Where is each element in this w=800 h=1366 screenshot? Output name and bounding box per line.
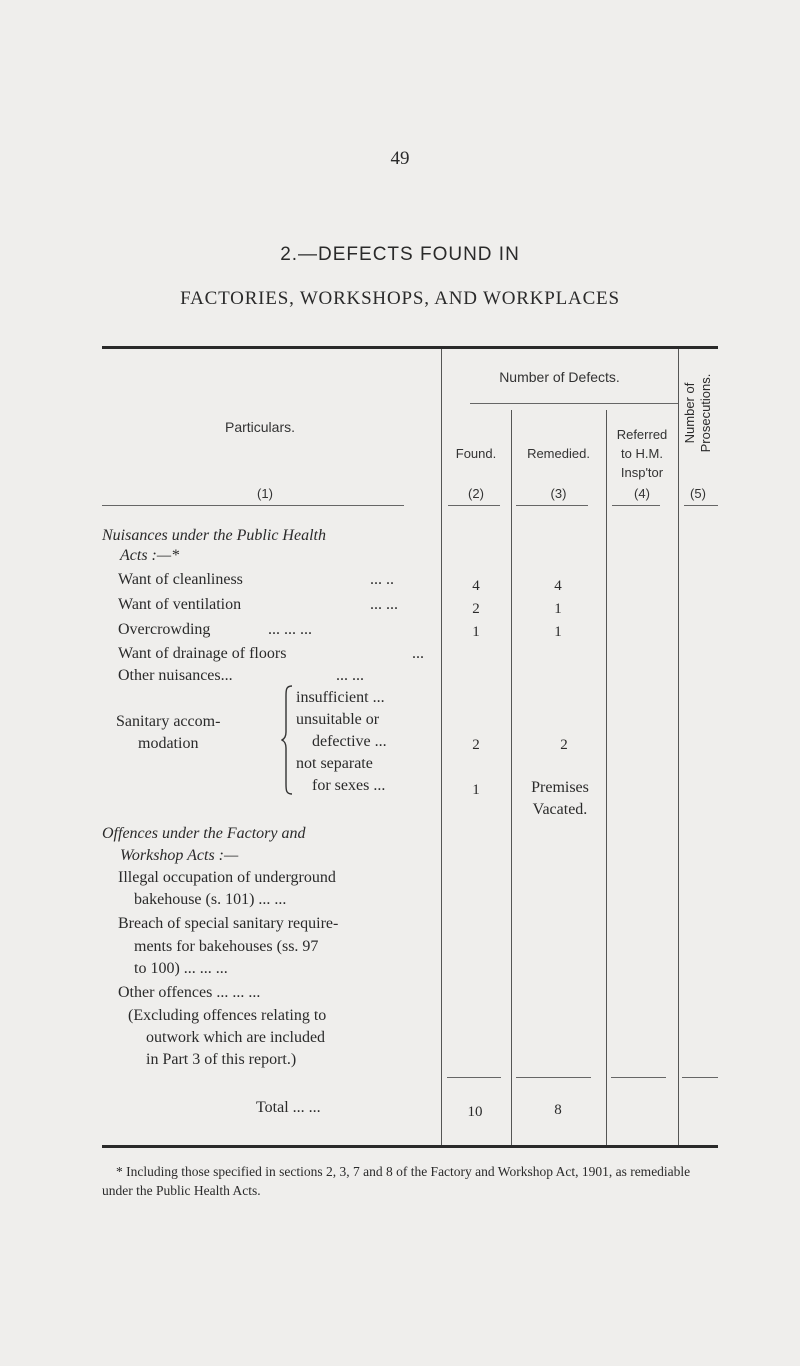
section-subtitle: FACTORIES, WORKSHOPS, AND WORKPLACES [180,288,620,309]
row-other-nuisances-label: Other nuisances... [118,667,233,684]
column-divider [511,410,512,1145]
header-remedied: Remedied. [527,446,590,461]
row-leader-dots: ... ... [370,596,398,613]
sanitary-unsuitable-remedied: 2 [560,737,568,753]
row-ventilation-label: Want of ventilation [118,596,242,613]
sanitary-label-cont: modation [138,735,199,752]
row-leader-dots: ... [412,645,424,662]
page-number: 49 [390,148,410,169]
header-rule [684,505,718,506]
row-leader-dots: ... ... [336,667,364,684]
section-title: 2.—DEFECTS FOUND IN [280,244,520,265]
total-found: 10 [467,1104,483,1120]
header-referred-line: Insp'tor [620,465,664,480]
column-divider [678,349,679,1145]
offence-breach: Breach of special sanitary require- [118,915,339,932]
row-overcrowding-label: Overcrowding [118,621,211,638]
table-top-rule [102,346,718,349]
offence-breach-cont: ments for bakehouses (ss. 97 [134,938,319,955]
offence-illegal: Illegal occupation of underground [118,869,336,886]
row-overcrowding-remedied: 1 [554,624,562,640]
header-col4: (4) [634,486,650,501]
row-ventilation-found: 2 [472,601,480,617]
header-col5: (5) [690,486,706,501]
header-col1: (1) [257,486,273,501]
row-cleanliness-remedied: 4 [554,578,562,594]
column-divider [441,349,442,1145]
offence-illegal-cont: bakehouse (s. 101) ... ... [134,891,287,908]
sanitary-insufficient: insufficient ... [296,689,385,706]
sanitary-unsuitable: unsuitable or [296,711,380,728]
header-referred-line: Referred [616,427,668,442]
sanitary-not-separate-found: 1 [472,782,480,798]
header-prosecutions [682,348,714,478]
header-rule [102,505,404,506]
header-col2: (2) [468,486,484,501]
offence-excluding: (Excluding offences relating to [128,1007,327,1024]
row-cleanliness-label: Want of cleanliness [118,571,243,588]
offences-heading: Offences under the Factory and [102,825,306,842]
offence-excluding-cont: outwork which are included [146,1029,326,1046]
total-rule [682,1077,718,1078]
total-rule [447,1077,501,1078]
sanitary-label: Sanitary accom- [116,713,221,730]
header-referred [606,425,678,482]
total-rule [516,1077,591,1078]
nuisances-heading: Nuisances under the Public Health [102,527,326,544]
header-prosecutions-line: Number of [682,382,697,444]
sanitary-not-separate: not separate [296,755,373,772]
header-found: Found. [455,446,497,461]
offences-heading-cont: Workshop Acts :— [120,847,239,864]
brace-icon [281,684,295,796]
row-cleanliness-found: 4 [472,578,480,594]
header-referred-line: to H.M. [621,446,663,461]
nuisances-heading-cont: Acts :—* [120,547,180,564]
footnote: * Including those specified in sections 2, 3, 7 and 8 of the Factory and Workshop Act, 1901, as remediable under the Public Health Acts. [102,1164,691,1198]
header-prosecutions-line: Prosecutions. [698,373,713,453]
row-leader-dots: ... ... ... [268,621,312,638]
total-remedied: 8 [554,1102,562,1118]
header-subrule [470,403,678,404]
row-overcrowding-found: 1 [472,624,480,640]
sanitary-unsuitable-cont: defective ... [312,733,387,750]
offence-breach-cont: to 100) ... ... ... [134,960,228,977]
offence-excluding-cont: in Part 3 of this report.) [146,1051,297,1068]
row-drainage-label: Want of drainage of floors [118,645,287,662]
header-rule [612,505,660,506]
sanitary-not-separate-cont: for sexes ... [312,777,386,794]
header-particulars: Particulars. [224,419,296,435]
table-bottom-rule [102,1145,718,1148]
total-rule [611,1077,666,1078]
offence-other: Other offences ... ... ... [118,984,261,1001]
header-rule [516,505,588,506]
header-col3: (3) [550,486,567,501]
header-number-of-defects: Number of Defects. [499,369,620,385]
row-ventilation-remedied: 1 [554,601,562,617]
column-divider [606,410,607,1145]
sanitary-not-separate-remedied-cont: Vacated. [532,801,588,818]
total-label: Total ... ... [256,1099,321,1116]
row-leader-dots: ... .. [370,571,394,588]
sanitary-not-separate-remedied: Premises [531,779,589,796]
header-rule [448,505,500,506]
sanitary-unsuitable-found: 2 [472,737,480,753]
